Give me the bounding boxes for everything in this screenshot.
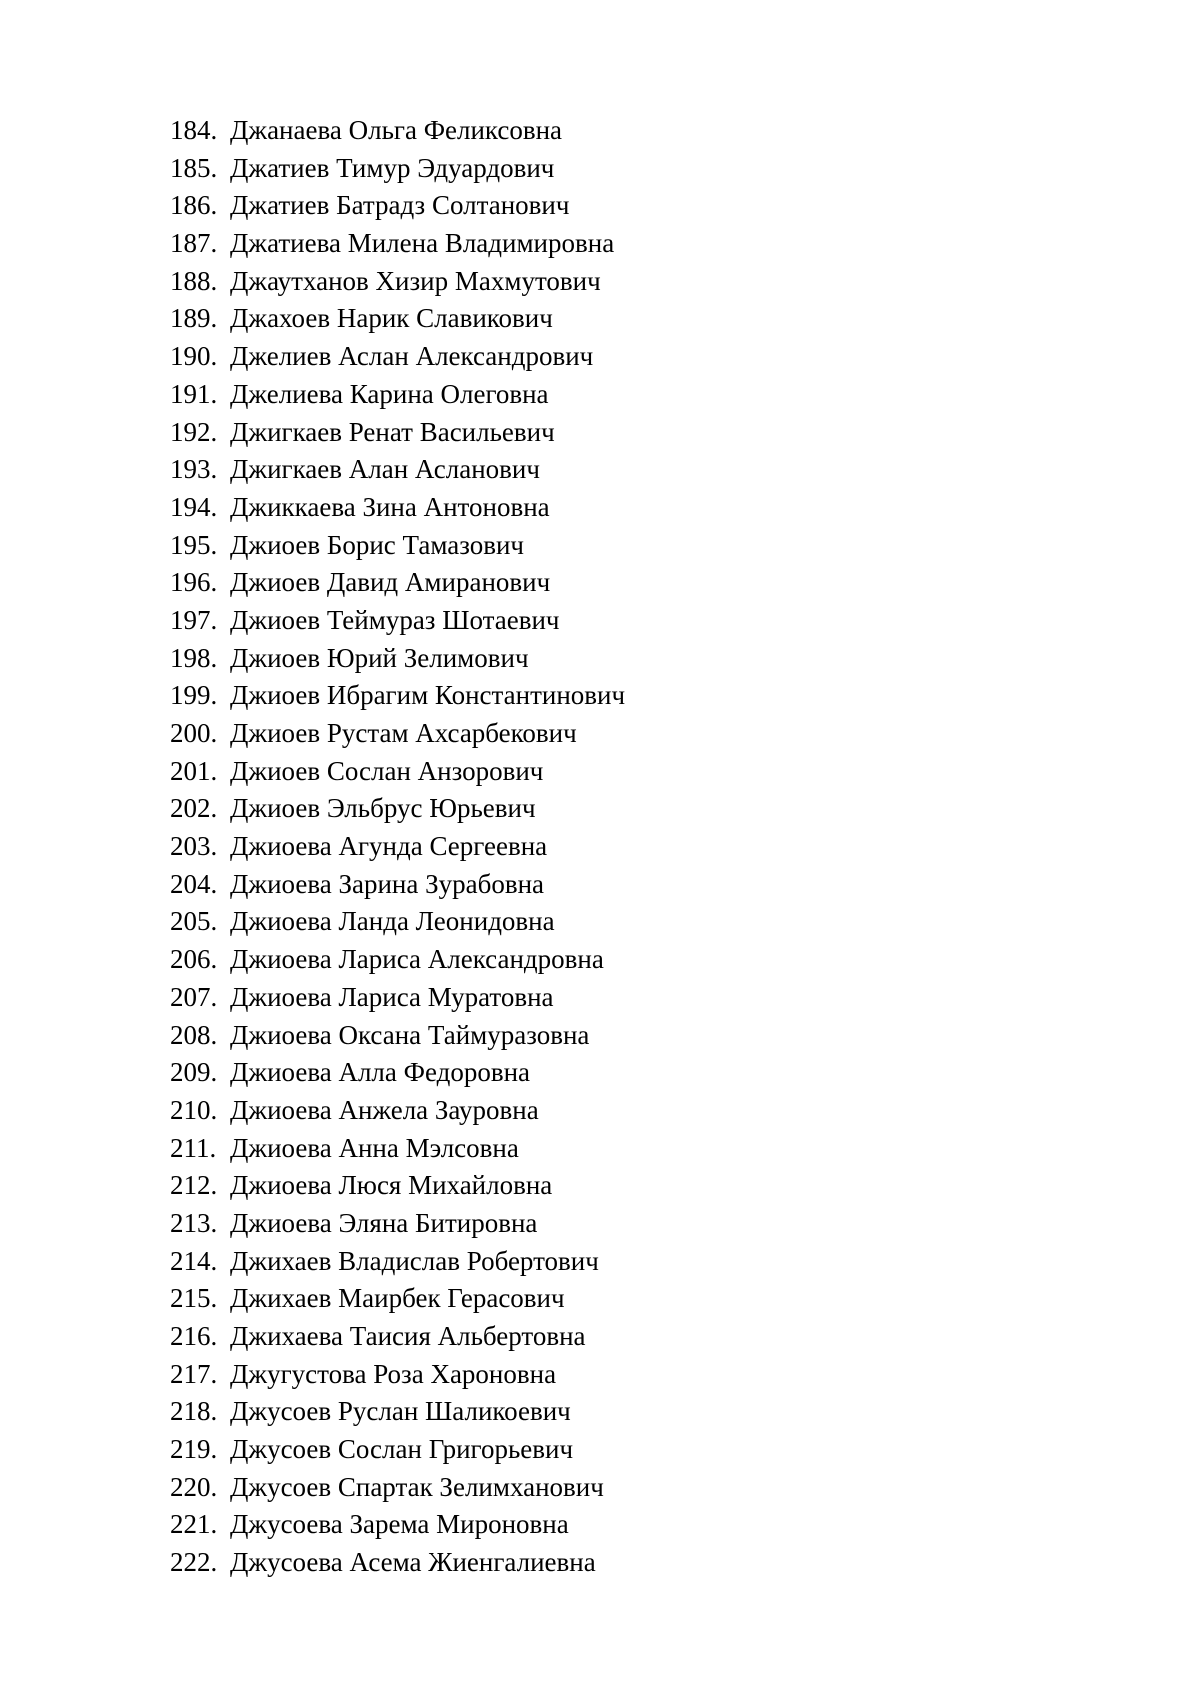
item-full-name: Джиоева Анна Мэлсовна: [230, 1132, 519, 1163]
item-full-name: Джахоев Нарик Славикович: [230, 303, 553, 334]
item-full-name: Джиоев Сослан Анзорович: [230, 755, 544, 786]
list-item: [170, 1393, 625, 1431]
list-item: [170, 338, 625, 376]
list-item: [170, 263, 625, 301]
item-full-name: Джатиев Батрадз Солтанович: [230, 190, 570, 221]
name-list: [170, 112, 625, 1582]
item-number: 195.: [170, 529, 218, 560]
item-full-name: Джиоев Ибрагим Константинович: [230, 680, 626, 711]
list-item: [170, 150, 625, 188]
item-number: 205.: [170, 906, 218, 937]
list-item: [170, 451, 625, 489]
item-full-name: Джиоева Алла Федоровна: [230, 1057, 531, 1088]
list-item: [170, 225, 625, 263]
list-item: [170, 1280, 625, 1318]
item-number: 190.: [170, 341, 218, 372]
item-full-name: Джанаева Ольга Феликсовна: [230, 115, 563, 145]
list-item: [170, 1130, 625, 1168]
list-item: [170, 376, 625, 414]
item-full-name: Джусоев Сослан Григорьевич: [230, 1434, 574, 1465]
item-full-name: Джиоев Рустам Ахсарбекович: [230, 718, 577, 748]
list-item: [170, 1506, 625, 1544]
item-number: 209.: [170, 1057, 218, 1088]
list-item: [170, 903, 625, 941]
item-number: 222.: [170, 1547, 218, 1578]
item-number: 200.: [170, 718, 218, 748]
item-number: 211.: [170, 1132, 217, 1163]
item-full-name: Джиоева Оксана Таймуразовна: [230, 1019, 590, 1050]
item-number: 217.: [170, 1358, 218, 1389]
list-item: [170, 1092, 625, 1130]
item-number: 203.: [170, 831, 218, 862]
list-item: [170, 715, 625, 753]
item-full-name: Джиоева Эляна Битировна: [230, 1207, 538, 1238]
item-full-name: Джусоева Асема Жиенгалиевна: [230, 1547, 596, 1578]
list-item: [170, 1318, 625, 1356]
list-item: [170, 1544, 625, 1582]
item-number: 197.: [170, 604, 218, 635]
list-item: [170, 1054, 625, 1092]
item-full-name: Джелиева Карина Олеговна: [230, 378, 549, 409]
item-full-name: Джиоева Зарина Зурабовна: [230, 868, 545, 899]
item-full-name: Джигкаев Ренат Васильевич: [230, 416, 555, 447]
list-item: [170, 489, 625, 527]
item-number: 202.: [170, 793, 218, 824]
item-full-name: Джиоева Лариса Александровна: [230, 944, 604, 975]
item-number: 201.: [170, 755, 218, 786]
item-number: 196.: [170, 567, 218, 598]
list-item: [170, 187, 625, 225]
item-full-name: Джиоева Люся Михайловна: [230, 1170, 553, 1201]
item-number: 221.: [170, 1509, 218, 1540]
list-item: [170, 112, 625, 150]
list-item: [170, 866, 625, 904]
list-item: [170, 941, 625, 979]
item-full-name: Джиоев Теймураз Шотаевич: [230, 604, 560, 635]
item-number: 184.: [170, 115, 218, 145]
list-item: [170, 300, 625, 338]
list-item: [170, 640, 625, 678]
item-number: 220.: [170, 1471, 218, 1502]
list-item: [170, 979, 625, 1017]
item-number: 210.: [170, 1094, 218, 1125]
item-number: 218.: [170, 1396, 218, 1427]
item-full-name: Джиоев Борис Тамазович: [230, 529, 524, 560]
item-full-name: Джигкаев Алан Асланович: [230, 454, 540, 485]
item-full-name: Джиоева Лариса Муратовна: [230, 981, 554, 1012]
item-number: 199.: [170, 680, 218, 711]
item-number: 191.: [170, 378, 218, 409]
list-item: [170, 1243, 625, 1281]
item-number: 206.: [170, 944, 218, 975]
item-number: 204.: [170, 868, 218, 899]
item-full-name: Джиоева Анжела Зауровна: [230, 1094, 539, 1125]
item-number: 198.: [170, 642, 218, 673]
list-item: [170, 1469, 625, 1507]
list-item: [170, 677, 625, 715]
item-number: 193.: [170, 454, 218, 485]
item-full-name: Джусоев Спартак Зелимханович: [230, 1471, 604, 1502]
item-number: 214.: [170, 1245, 218, 1276]
item-full-name: Джусоева Зарема Мироновна: [230, 1509, 569, 1540]
item-full-name: Джиоева Агунда Сергеевна: [230, 831, 548, 862]
item-full-name: Джиоев Юрий Зелимович: [230, 642, 529, 673]
item-full-name: Джихаева Таисия Альбертовна: [230, 1321, 586, 1351]
list-item: [170, 1205, 625, 1243]
list-item: [170, 1356, 625, 1394]
item-full-name: Джаутханов Хизир Махмутович: [230, 265, 601, 296]
list-item: [170, 1431, 625, 1469]
item-full-name: Джелиев Аслан Александрович: [230, 341, 594, 372]
list-item: [170, 564, 625, 602]
item-number: 215.: [170, 1283, 218, 1314]
item-full-name: Джатиев Тимур Эдуардович: [230, 152, 555, 183]
list-item: [170, 828, 625, 866]
item-full-name: Джихаев Маирбек Герасович: [230, 1283, 565, 1314]
item-number: 188.: [170, 265, 218, 296]
item-full-name: Джиккаева Зина Антоновна: [230, 491, 550, 522]
list-item: [170, 602, 625, 640]
list-item: [170, 1167, 625, 1205]
item-full-name: Джиоева Ланда Леонидовна: [230, 906, 555, 937]
item-full-name: Джиоев Эльбрус Юрьевич: [230, 793, 536, 824]
list-item: [170, 1017, 625, 1055]
item-number: 207.: [170, 981, 218, 1012]
list-item: [170, 753, 625, 791]
item-number: 208.: [170, 1019, 218, 1050]
item-number: 219.: [170, 1434, 218, 1465]
item-number: 186.: [170, 190, 218, 221]
item-full-name: Джугустова Роза Хароновна: [230, 1358, 557, 1389]
item-number: 185.: [170, 152, 218, 183]
list-item: [170, 414, 625, 452]
item-number: 194.: [170, 491, 218, 522]
list-item: [170, 790, 625, 828]
list-item: [170, 527, 625, 565]
item-full-name: Джиоев Давид Амиранович: [230, 567, 551, 598]
item-number: 212.: [170, 1170, 218, 1201]
item-full-name: Джатиева Милена Владимировна: [230, 228, 615, 259]
item-full-name: Джихаев Владислав Робертович: [230, 1245, 599, 1276]
item-number: 216.: [170, 1321, 218, 1351]
item-full-name: Джусоев Руслан Шаликоевич: [230, 1396, 571, 1427]
item-number: 189.: [170, 303, 218, 334]
item-number: 213.: [170, 1207, 218, 1238]
item-number: 192.: [170, 416, 218, 447]
item-number: 187.: [170, 228, 218, 259]
